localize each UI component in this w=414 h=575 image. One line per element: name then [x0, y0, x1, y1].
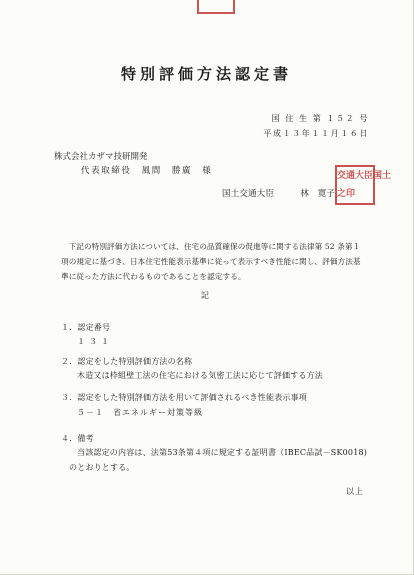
reference-number: 国 住 生 第 １５２ 号 [271, 114, 369, 123]
issue-date: 平成１３年１１月１６日 [263, 129, 369, 138]
section-heading: ２．認定をした特別評価方法の名称 [61, 357, 193, 366]
issuer-name: 国土交通大臣 林 寛子 [222, 189, 336, 199]
recipient-company: 株式会社カザマ技研開発 [54, 152, 148, 162]
document-title: 特別評価方法認定書 [120, 65, 292, 83]
top-stamp-mark [197, 0, 235, 14]
official-seal-stamp [335, 165, 392, 205]
section-heading: １．認定番号 [61, 323, 111, 332]
section-detail: ５－１ 省エネルギー対策等級 [77, 408, 203, 417]
seal-char: 国土 [373, 171, 392, 181]
closing-mark: 以上 [346, 487, 364, 496]
section-heading: ４．備考 [61, 434, 94, 443]
section-detail: 当該認定の内容は、法第53条第４項に規定する証明書（IBEC品試－SK0018) [77, 448, 368, 457]
seal-char: 之印 [337, 189, 356, 199]
seal-char: 交通 [337, 171, 356, 181]
recipient-name: 代表取締役 風間 勝廣 様 [81, 166, 213, 176]
ki-marker: 記 [201, 291, 209, 300]
section-heading: ３．認定をした特別評価方法を用いて評価されるべき性能表示事項 [61, 393, 307, 402]
section-detail: １３１ [77, 337, 113, 346]
section-detail: のとおりとする。 [69, 463, 135, 472]
seal-char: 大臣 [355, 171, 374, 181]
certification-statement: 下記の特別評価方法については、住宅の品質確保の促進等に関する法律第 52 条第１項の規定に基づき、日本住宅性能表示基準に従って表示すべき性能に関し、評価方法基準に従った方法に代わるものであることを認定する。 [61, 242, 361, 281]
section-detail: 木造又は枠組壁工法の住宅における気密工法に応じて評価する方法 [77, 371, 323, 380]
